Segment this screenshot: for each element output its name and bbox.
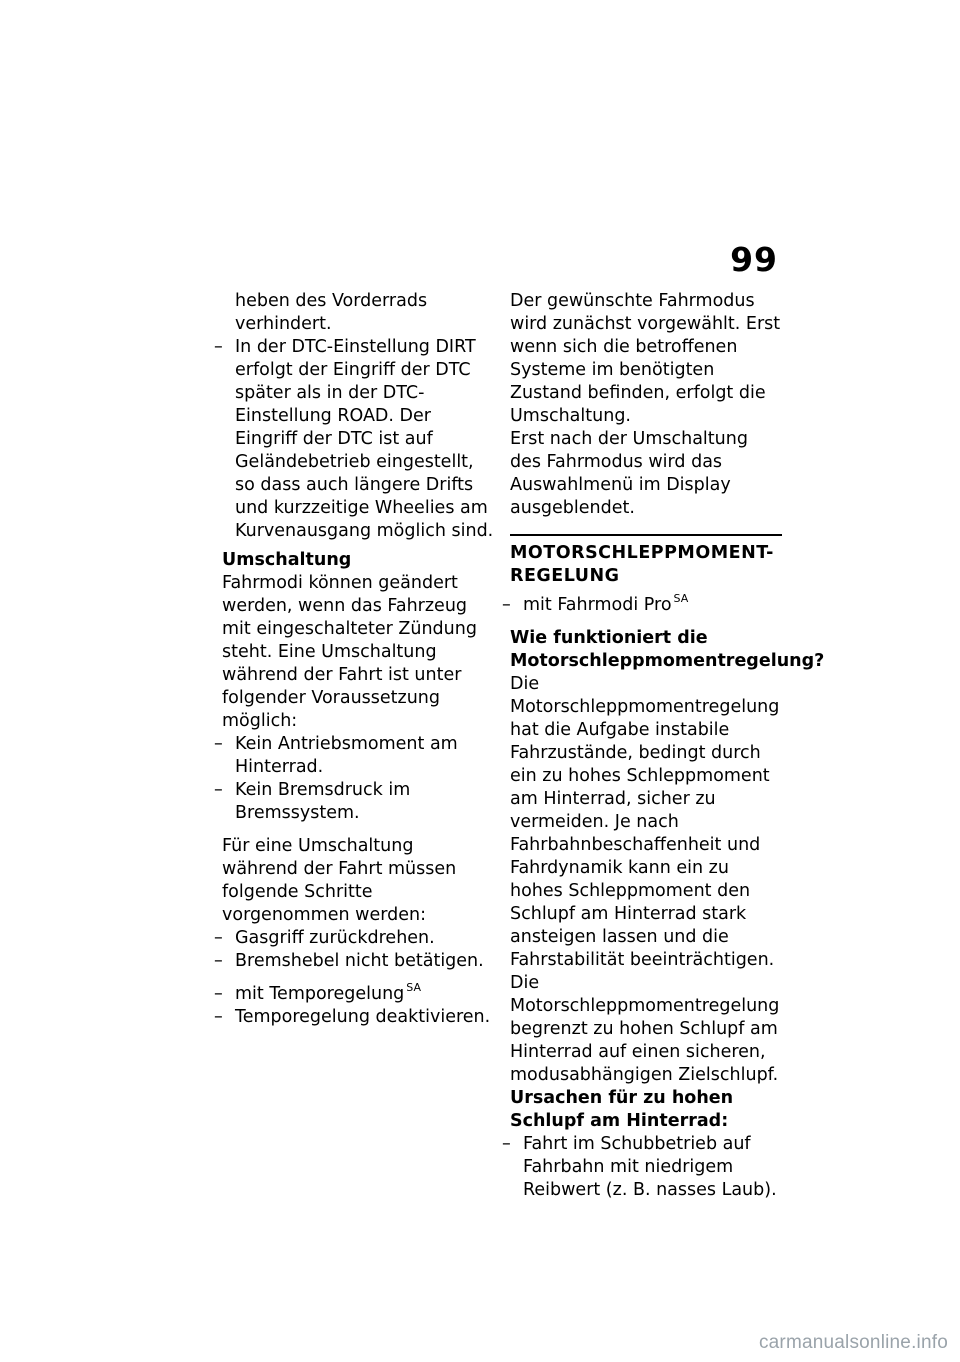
- dash-bullet: –: [214, 1007, 223, 1027]
- dash-bullet: –: [502, 595, 511, 615]
- left-column: [214, 290, 494, 1029]
- list-item-continuation: [222, 290, 494, 336]
- umschaltung-paragraph: Fahrmodi können geändert werden, wenn das Fahrzeug mit eingeschalteter Zündung steht. Eine Umschaltung während der Fahrt ist unter folgender Voraussetzung möglich:: [222, 573, 477, 731]
- schritte-paragraph: Für eine Umschaltung während der Fahrt müssen folgende Schritte vorgenommen werden:: [222, 836, 457, 925]
- fahrmodi-pro-label: [502, 592, 782, 617]
- page-number: 99: [730, 240, 778, 279]
- dash-bullet: –: [214, 780, 223, 800]
- option-label-text: mit Fahrmodi Pro: [523, 595, 672, 615]
- list-item-text: Kein Antriebsmoment am Hinterrad.: [235, 734, 458, 777]
- sa-badge: SA: [673, 592, 689, 605]
- section-heading: MOTORSCHLEPPMOMENT-REGELUNG: [510, 534, 782, 588]
- list-item-text: heben des Vorderrads verhindert.: [235, 291, 428, 334]
- dash-bullet: –: [214, 337, 223, 357]
- list-item-condition-2: [214, 779, 494, 825]
- list-item-text: Fahrt im Schubbetrieb auf Fahrbahn mit niedrigem Reibwert (z. B. nasses Laub).: [523, 1134, 777, 1200]
- dash-bullet: –: [502, 1134, 511, 1154]
- list-item-text: In der DTC-Einstellung DIRT erfolgt der Eingriff der DTC später als in der DTC-Einstellung ROAD. Der Eingriff der DTC ist auf Geländebetrieb eingestellt, so dass auch längere Drifts und kurzzeitige Wheelies am Kurvenausgang möglich sind.: [235, 337, 494, 541]
- auswahlmenue-paragraph: Erst nach der Umschaltung des Fahrmodus wird das Auswahlmenü im Display ausgeblendet.: [510, 429, 748, 518]
- list-item-step-1: [214, 927, 494, 950]
- watermark: carmanualsonline.info: [758, 1332, 948, 1353]
- sa-badge: SA: [406, 981, 422, 994]
- dash-bullet: –: [214, 928, 223, 948]
- list-item-text: Bremshebel nicht betätigen.: [235, 951, 484, 971]
- list-item-text: Kein Bremsdruck im Bremssystem.: [235, 780, 411, 823]
- dash-bullet: –: [214, 951, 223, 971]
- causes-heading: Ursachen für zu hohen Schlupf am Hinterrad:: [510, 1088, 734, 1131]
- answer-paragraph: Die Motorschleppmomentregelung hat die Aufgabe instabile Fahrzustände, bedingt durch ein zu hohes Schleppmoment am Hinterrad, sicher zu vermeiden. Je nach Fahrbahnbeschaffenheit und Fahrdynamik kann ein zu hohes Schleppmoment den Schlupf am Hinterrad stark ansteigen lassen und die Fahrstabilität beeinträchtigen. Die Motorschleppmomentregelung begrenzt zu hohen Schlupf am Hinterrad auf einen sicheren, modusabhängigen Zielschlupf.: [510, 674, 780, 1085]
- right-column: [502, 290, 825, 1202]
- dash-bullet: –: [214, 734, 223, 754]
- list-item-text: Gasgriff zurückdrehen.: [235, 928, 435, 948]
- dash-bullet: –: [214, 984, 223, 1004]
- list-item-tempo-step: [214, 1006, 494, 1029]
- list-item-text: Temporegelung deaktivieren.: [235, 1007, 491, 1027]
- list-item-step-2: [214, 950, 494, 973]
- umschaltung-heading: Umschaltung: [222, 550, 352, 570]
- option-label-text: mit Temporegelung: [235, 984, 405, 1004]
- list-item-condition-1: [214, 733, 494, 779]
- question-heading: Wie funktioniert die Motorschleppmomentregelung?: [510, 628, 825, 671]
- fahrmodus-paragraph: Der gewünschte Fahrmodus wird zunächst vorgewählt. Erst wenn sich die betroffenen Systeme im benötigten Zustand befinden, erfolgt die Umschaltung.: [510, 291, 781, 426]
- list-item-dirt: [214, 336, 494, 543]
- tempo-option-label: [214, 981, 494, 1006]
- list-item-cause-1: [502, 1133, 782, 1202]
